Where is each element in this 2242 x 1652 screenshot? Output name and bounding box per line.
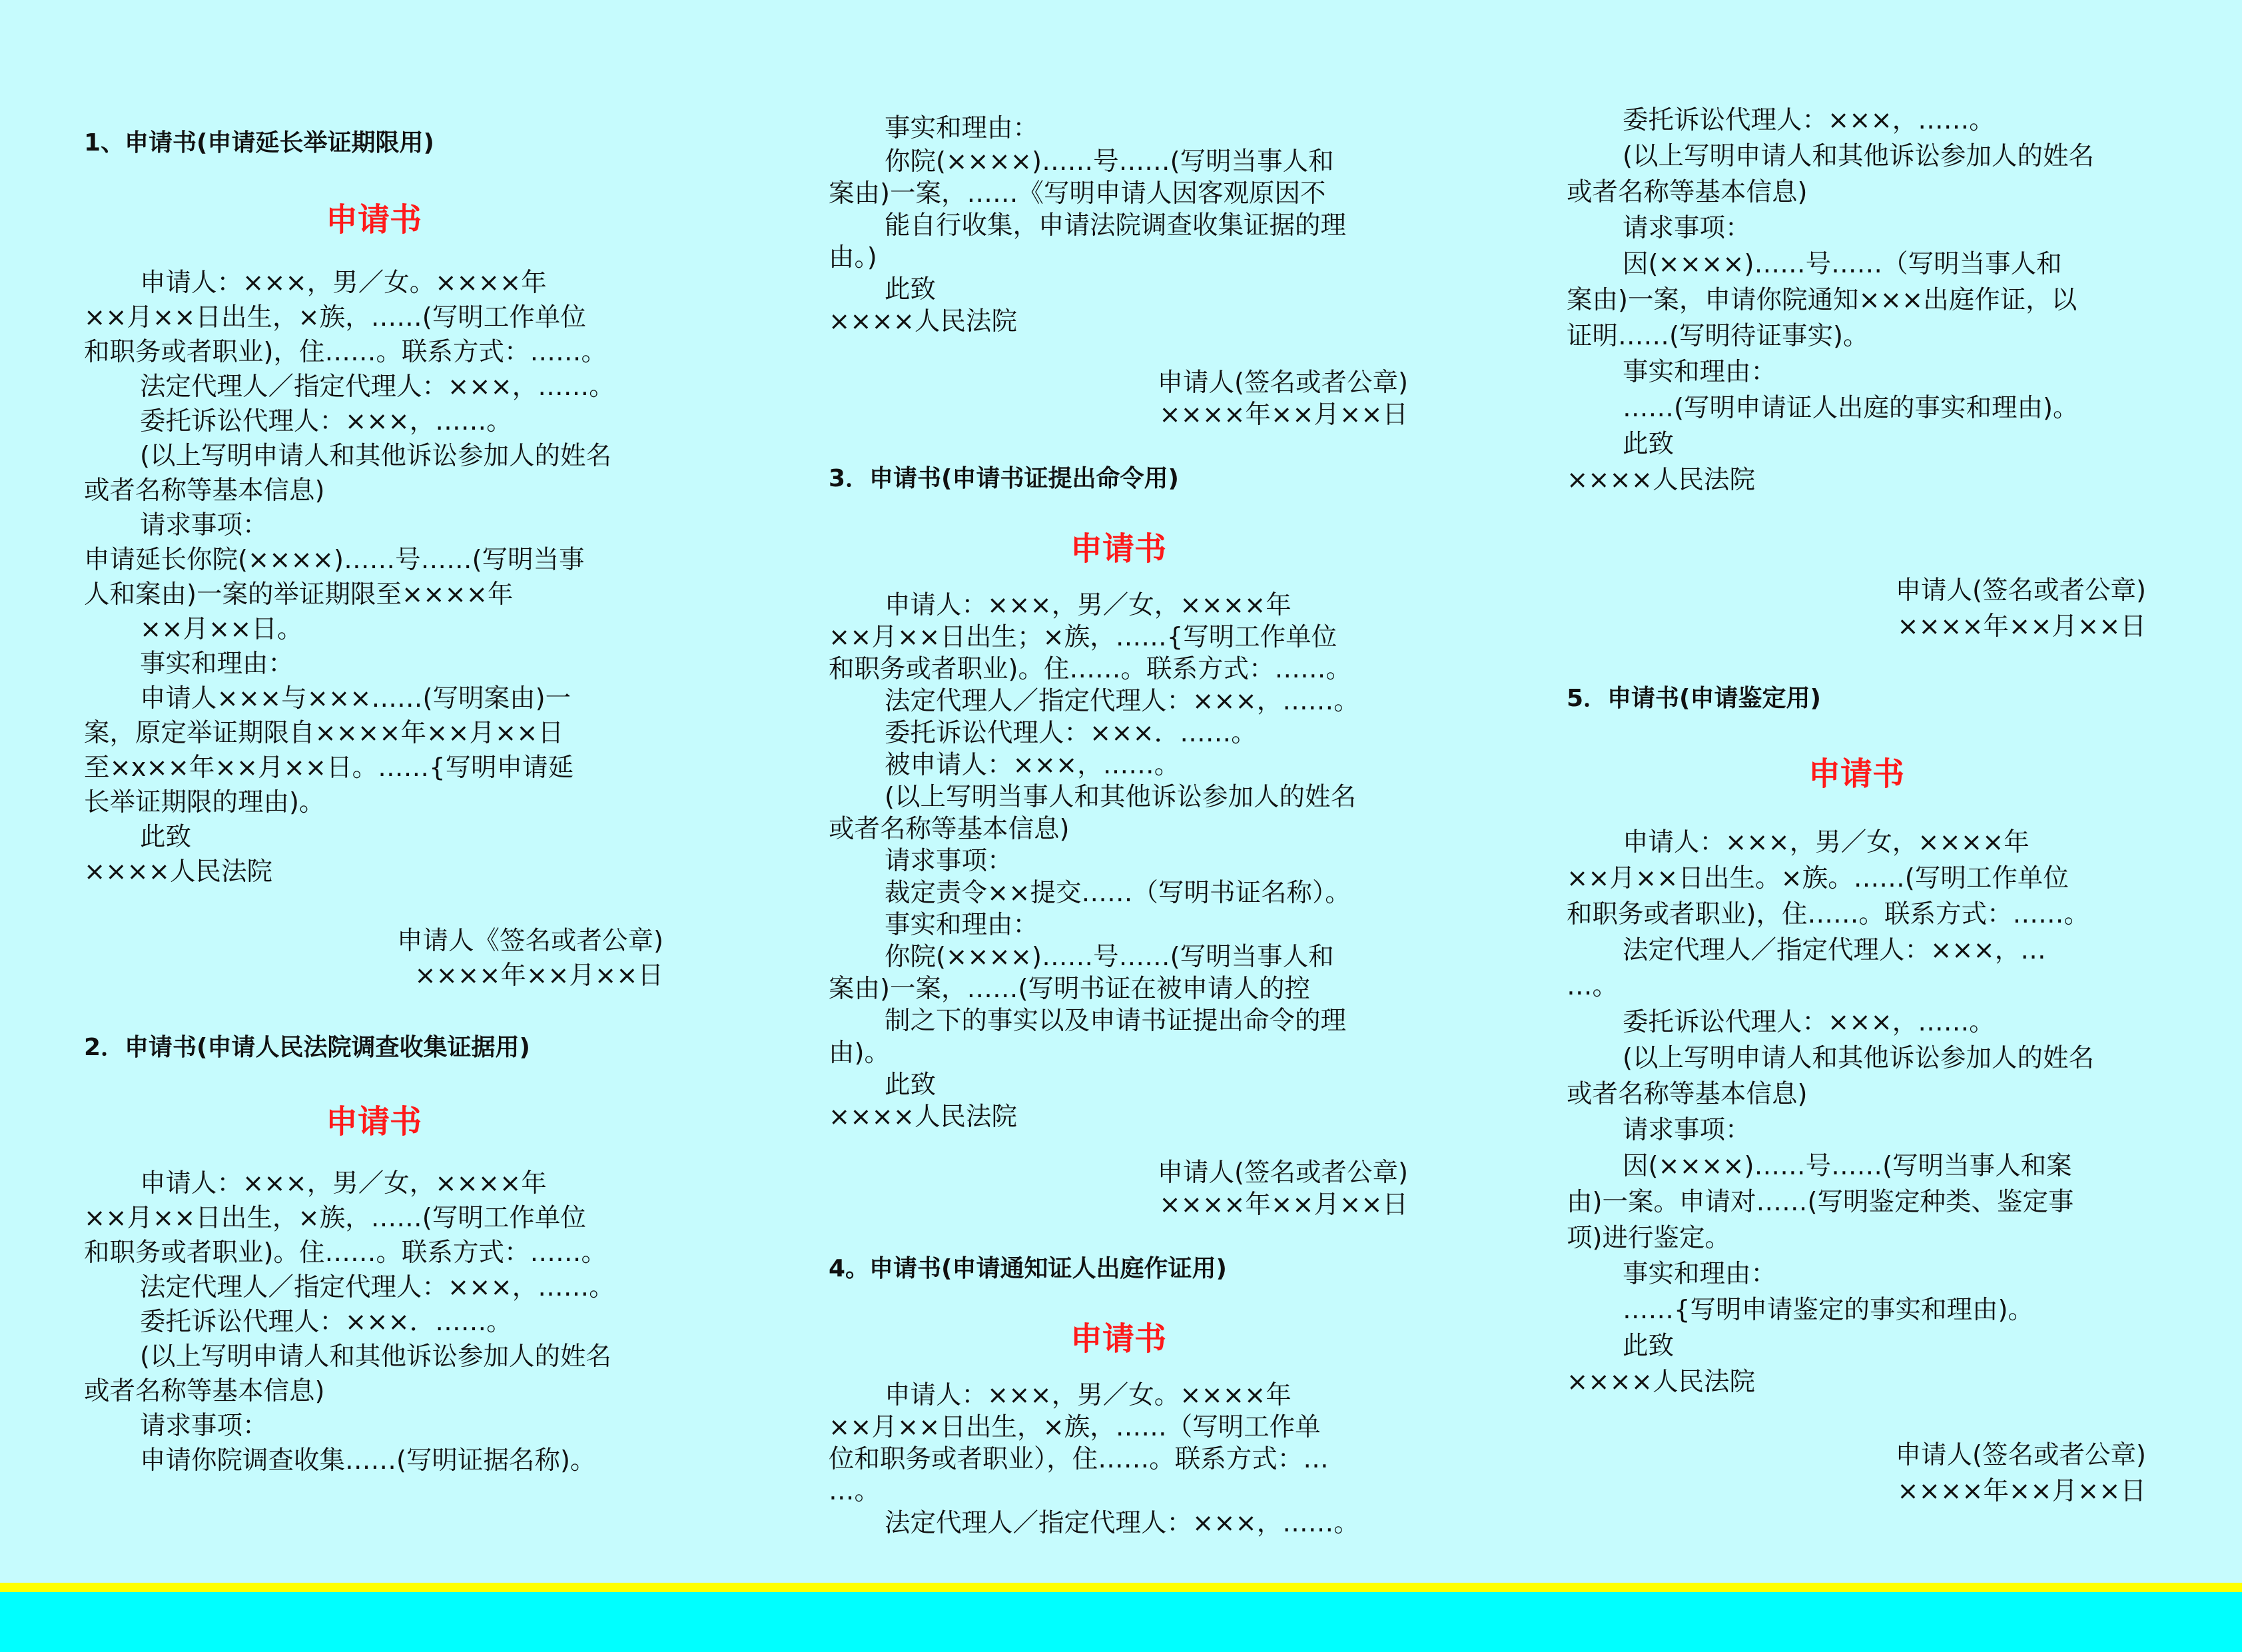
text-line: 事实和理由： [885, 910, 1039, 940]
text-line: 请求事项： [1623, 1115, 1751, 1145]
text-line: 事实和理由： [885, 113, 1039, 143]
text-line: 法定代理人／指定代理人：×××，… [1623, 935, 2046, 965]
text-line: 此致 [885, 1070, 936, 1100]
text-line: 委托诉讼代理人：×××，……。 [1623, 1007, 1995, 1037]
text-line: 和职务或者职业)。住……。联系方式：……。 [84, 1238, 607, 1268]
text-line: 能自行收集，申请法院调查收集证据的理 [885, 210, 1347, 240]
text-line: …。 [1567, 971, 1619, 1001]
text-line: (以上写明申请人和其他诉讼参加人的姓名 [1623, 141, 2095, 171]
text-line: 法定代理人／指定代理人：×××，……。 [885, 686, 1359, 716]
text-line: 此致 [1623, 429, 1675, 459]
footer-cyan-band [0, 1592, 2242, 1652]
text-line: ……{写明申请鉴定的事实和理由)。 [1623, 1295, 2034, 1325]
text-line: 此致 [885, 274, 936, 304]
text-line: ××月××日出生，×族，……（写明工作单 [829, 1412, 1321, 1442]
text-line: 案由)一案，……《写明申请人因客观原因不 [829, 179, 1326, 208]
text-line: 因(××××)……号……（写明当事人和 [1623, 249, 2062, 279]
text-line: ××××人民法院 [829, 306, 1018, 336]
text-line: ……(写明申请证人出庭的事实和理由)。 [1623, 393, 2079, 423]
text-line: 你院(××××)……号……(写明当事人和 [885, 942, 1334, 972]
text-line: 由。) [829, 242, 877, 272]
text-line: 申请人×××与×××……(写明案由)一 [140, 683, 571, 713]
text-line: 请求事项： [140, 1411, 268, 1441]
text-line: ××××年××月××日 [1897, 612, 2146, 641]
text-line: 因(××××)……号……(写明当事人和案 [1623, 1151, 2072, 1181]
text-line: 被申请人：×××，……。 [885, 750, 1180, 780]
text-line: 由)一案。申请对……(写明鉴定种类、鉴定事 [1567, 1187, 2074, 1217]
text-line: 至×x××年××月××日。……{写明申请延 [84, 753, 574, 783]
text-line: 请求事项： [885, 846, 1013, 876]
text-line: 由)。 [829, 1038, 891, 1068]
text-line: 或者名称等基本信息) [84, 1376, 325, 1406]
doc-title-2: 申请书 [325, 1103, 422, 1140]
text-line: ××××人民法院 [829, 1102, 1018, 1132]
text-line: 事实和理由： [1623, 357, 1777, 387]
text-line: 委托诉讼代理人：×××．……。 [140, 1307, 512, 1337]
text-line: 申请人：×××，男／女。××××年 [140, 268, 547, 298]
section-heading-1: 1、申请书(申请延长举证期限用) [84, 129, 434, 157]
text-line: 申请人(签名或者公章) [1895, 576, 2146, 606]
text-line: 申请人(签名或者公章) [1157, 368, 1408, 398]
text-line: 申请人(签名或者公章) [1157, 1158, 1408, 1188]
text-line: 人和案由)一案的举证期限至××××年 [84, 580, 514, 610]
text-line: (以上写明当事人和其他诉讼参加人的姓名 [885, 782, 1357, 812]
text-line: (以上写明申请人和其他诉讼参加人的姓名 [140, 1342, 612, 1372]
doc-title-4: 申请书 [1070, 1320, 1166, 1358]
text-line: 此致 [1623, 1331, 1675, 1361]
text-line: 项)进行鉴定。 [1567, 1223, 1731, 1253]
doc-title-1: 申请书 [325, 201, 422, 238]
text-line: ××月××日出生。×族。……(写明工作单位 [1567, 863, 2069, 893]
text-line: 委托诉讼代理人：×××．……。 [885, 718, 1257, 748]
text-line: 长举证期限的理由)。 [84, 787, 325, 817]
section-heading-5: 5．申请书(申请鉴定用) [1567, 685, 1821, 712]
text-line: ××月××日。 [140, 614, 303, 644]
text-line: ××月××日出生，×族，……(写明工作单位 [84, 1203, 586, 1233]
section-heading-3: 3．申请书(申请书证提出命令用) [829, 465, 1179, 492]
text-line: 申请人：×××，男／女，××××年 [1623, 827, 2030, 857]
text-line: 法定代理人／指定代理人：×××，……。 [140, 1272, 615, 1302]
text-line: ××××人民法院 [1567, 465, 1756, 495]
text-line: 法定代理人／指定代理人：×××，……。 [885, 1508, 1359, 1538]
text-line: 和职务或者职业)。住……。联系方式：……。 [829, 654, 1352, 684]
text-line: 委托诉讼代理人：×××，……。 [140, 406, 512, 436]
doc-title-3: 申请书 [1070, 530, 1166, 568]
text-line: 制之下的事实以及申请书证提出命令的理 [885, 1006, 1347, 1036]
text-line: 或者名称等基本信息) [1567, 1079, 1808, 1109]
section-heading-4: 4。申请书(申请通知证人出庭作证用) [829, 1255, 1227, 1282]
text-line: 申请人：×××，男／女。××××年 [885, 1380, 1292, 1410]
text-line: 委托诉讼代理人：×××，……。 [1623, 105, 1995, 135]
text-line: ××××人民法院 [84, 857, 273, 887]
doc-title-5: 申请书 [1808, 755, 1904, 793]
text-line: ××月××日出生；×族，……{写明工作单位 [829, 622, 1337, 652]
text-line: 你院(××××)……号……(写明当事人和 [885, 147, 1334, 177]
text-line: 申请人《签名或者公章) [396, 926, 663, 956]
text-line: …。 [829, 1476, 881, 1506]
text-line: 申请人(签名或者公章) [1895, 1440, 2146, 1470]
text-line: 案，原定举证期限自××××年××月××日 [84, 718, 564, 748]
text-line: ××××年××月××日 [1897, 1476, 2146, 1506]
text-line: ××××人民法院 [1567, 1367, 1756, 1397]
text-line: 案由)一案，……(写明书证在被申请人的控 [829, 974, 1311, 1004]
section-heading-2: 2．申请书(申请人民法院调查收集证据用) [84, 1034, 530, 1061]
footer-yellow-band [0, 1583, 2242, 1592]
text-line: ××××年××月××日 [1159, 1190, 1408, 1220]
text-line: 和职务或者职业)，住……。联系方式：……。 [1567, 899, 2090, 929]
text-line: 申请延长你院(××××)……号……(写明当事 [84, 545, 585, 575]
text-line: 请求事项： [1623, 213, 1751, 243]
text-line: 事实和理由： [140, 649, 294, 679]
text-line: 申请人：×××，男／女，××××年 [140, 1168, 547, 1198]
text-line: 案由)一案，申请你院通知×××出庭作证，以 [1567, 285, 2077, 315]
text-line: 申请你院调查收集……(写明证据名称)。 [140, 1446, 596, 1475]
text-line: 或者名称等基本信息) [829, 814, 1070, 844]
text-line: 位和职务或者职业），住……。联系方式：… [829, 1444, 1329, 1474]
text-line: 事实和理由： [1623, 1259, 1777, 1289]
text-line: 此致 [140, 822, 192, 852]
text-line: 请求事项： [140, 510, 268, 540]
text-line: 和职务或者职业)，住……。联系方式：……。 [84, 337, 607, 367]
text-line: ××月××日出生，×族，……(写明工作单位 [84, 302, 586, 332]
text-line: ××××年××月××日 [1159, 400, 1408, 430]
text-line: 法定代理人／指定代理人：×××，……。 [140, 372, 615, 402]
text-line: 申请人：×××，男／女，××××年 [885, 590, 1292, 620]
text-line: 证明……(写明待证事实)。 [1567, 321, 1869, 351]
text-line: 裁定责令××提交……（写明书证名称）。 [885, 878, 1351, 908]
text-line: (以上写明申请人和其他诉讼参加人的姓名 [1623, 1043, 2095, 1073]
text-line: 或者名称等基本信息) [1567, 177, 1808, 207]
text-line: ××××年××月××日 [414, 961, 663, 991]
text-line: (以上写明申请人和其他诉讼参加人的姓名 [140, 441, 612, 471]
text-line: 或者名称等基本信息) [84, 476, 325, 506]
